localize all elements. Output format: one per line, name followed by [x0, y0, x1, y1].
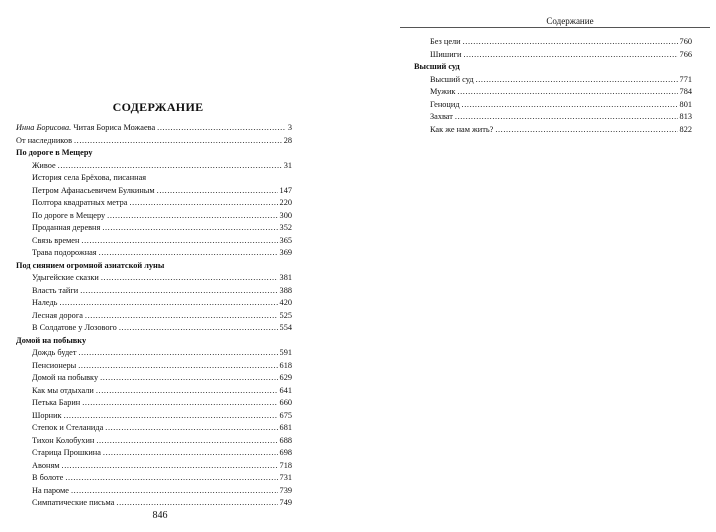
toc-leader-dots [78, 360, 277, 373]
toc-entry [16, 347, 292, 360]
toc-leader-dots [107, 210, 277, 223]
toc-entry-title [32, 222, 100, 235]
toc-heading: СОДЕРЖАНИЕ [112, 100, 204, 114]
toc-entry-title [430, 36, 461, 49]
toc-entry-text: Читая Бориса Можаева [73, 123, 156, 132]
toc-entry-page: 554 [279, 323, 292, 333]
toc-entry-page: 629 [279, 373, 292, 383]
toc-leader-dots [85, 310, 278, 323]
toc-entry-page: 3 [287, 123, 292, 132]
toc-entry-page: 369 [279, 248, 292, 258]
toc-entry-text: Шорник [32, 410, 62, 420]
toc-entry [414, 74, 692, 87]
toc-entry-title [32, 497, 114, 510]
toc-entry-text: Удыгейские сказки [32, 273, 99, 283]
toc-leader-dots [157, 185, 278, 198]
toc-entry [16, 122, 292, 135]
toc-entry [16, 435, 292, 448]
toc-leader-dots [102, 222, 277, 235]
toc-entry-page: 801 [679, 99, 692, 109]
toc-entry-title [32, 322, 117, 335]
toc-entry-title [32, 347, 76, 360]
toc-leader-dots [463, 49, 677, 62]
toc-entry-page: 352 [279, 223, 292, 233]
toc-leader-dots [80, 285, 277, 298]
toc-entry-title [32, 272, 99, 285]
toc-entry [414, 111, 692, 124]
toc-entry-title [32, 360, 76, 373]
toc-entry [414, 49, 692, 62]
toc-entry-text: От наследников [16, 135, 72, 145]
toc-entry-text: Захват [430, 112, 453, 122]
toc-entry-title [32, 485, 69, 498]
running-head: Содержание [546, 16, 594, 26]
toc-leader-dots [129, 197, 277, 210]
toc-entry-title [32, 397, 80, 410]
toc-entry-text: История села Брёхова, писанная [32, 173, 147, 183]
toc-entry-page: 591 [279, 348, 292, 358]
toc-entry-text: Геноцид [430, 99, 460, 109]
toc-section-heading [16, 335, 292, 348]
toc-entry-text: В Солдатове у Лозового [32, 323, 117, 333]
toc-entry-text: Симпатические письма [32, 498, 115, 508]
page-number: 846 [152, 510, 168, 521]
toc-leader-dots [105, 422, 277, 435]
toc-leader-dots [101, 272, 278, 285]
toc-entry-page: 749 [279, 498, 292, 508]
toc-entry-page: 813 [679, 112, 692, 122]
toc-entry-title [32, 385, 94, 398]
toc-entry-title [32, 285, 78, 298]
toc-entry-page: 388 [279, 285, 292, 295]
toc-entry-text: Шишиги [430, 49, 462, 59]
toc-entry-title [414, 61, 460, 74]
toc-entry-page: 766 [679, 49, 692, 59]
toc-entry-text: Мужик [430, 87, 456, 97]
right-page [358, 0, 716, 532]
toc-entry-text: Связь времен [32, 235, 80, 245]
toc-leader-dots [463, 36, 678, 49]
toc-entry-page: 718 [279, 460, 292, 470]
toc-leader-dots [82, 397, 277, 410]
toc-entry-page: 220 [279, 198, 292, 208]
toc-entry-page: 784 [679, 87, 692, 97]
toc-entry-text: Высший суд [430, 74, 474, 84]
toc-entry-text: По дороге в Мещеру [32, 210, 106, 220]
toc-section-heading [414, 61, 692, 74]
toc-entry-page: 771 [679, 74, 692, 84]
toc-entry-text: Степок и Стеланида [32, 423, 104, 433]
toc-entry-page: 147 [279, 185, 292, 195]
toc-leader-dots [96, 435, 277, 448]
toc-entry [16, 285, 292, 298]
toc-entry [414, 99, 692, 112]
toc-leader-dots [103, 447, 278, 460]
toc-entry [16, 422, 292, 435]
toc-leader-dots [59, 297, 277, 310]
toc-entry-title [32, 185, 155, 198]
toc-entry-page: 365 [279, 235, 292, 245]
toc-entry-text: Как же нам жить? [430, 124, 494, 134]
toc-entry-title [32, 235, 79, 248]
toc-entry-text: Лесная дорога [32, 310, 83, 320]
toc-entry-title [32, 297, 57, 310]
toc-entry [16, 297, 292, 310]
toc-leader-dots [455, 111, 678, 124]
toc-leader-dots [64, 410, 278, 423]
toc-entry [16, 160, 292, 173]
toc-entry-text: Старица Прошкина [32, 448, 101, 458]
toc-entry-page: 381 [279, 273, 292, 283]
toc-entry [16, 272, 292, 285]
toc-entry-page: 28 [283, 135, 292, 145]
toc-entry [16, 360, 292, 373]
toc-entry-title [32, 310, 83, 323]
toc-leader-dots [457, 86, 677, 99]
toc-entry [414, 36, 692, 49]
toc-entry-text: Дождь будет [32, 348, 77, 358]
toc-entry-title [430, 74, 474, 87]
toc-entry-page: 31 [283, 160, 292, 170]
toc-entry-text: По дороге в Мещеру [16, 148, 93, 158]
toc-entry-title [32, 372, 98, 385]
toc-entry-page: 641 [279, 385, 292, 395]
toc-entry-title [430, 86, 455, 99]
toc-entry-text: Тихон Колобухин [32, 435, 95, 445]
toc-entry-text: Трава подорожная [32, 248, 97, 258]
toc-entry-text: Под сиянием огромной азиатской луны [16, 260, 165, 270]
toc-leader-dots [495, 124, 677, 137]
toc-entry-page: 760 [679, 37, 692, 46]
toc-entry-text: Домой на побывку [16, 335, 87, 345]
toc-entry [16, 472, 292, 485]
toc-entry [16, 247, 292, 260]
toc-entry-text: На пароме [32, 485, 69, 495]
toc-entry [16, 397, 292, 410]
toc-entry [414, 86, 692, 99]
toc-list-right [414, 36, 692, 136]
toc-entry [16, 410, 292, 423]
toc-entry-title [430, 111, 453, 124]
toc-entry-title [16, 147, 93, 160]
toc-entry-title [32, 247, 97, 260]
toc-entry-title [32, 447, 101, 460]
toc-entry [16, 447, 292, 460]
toc-entry-text: В болоте [32, 473, 64, 483]
toc-entry-title [430, 99, 460, 112]
toc-entry [16, 210, 292, 223]
toc-leader-dots [96, 385, 278, 398]
running-head-rule [400, 27, 710, 28]
toc-entry-text: Петька Барин [32, 398, 81, 408]
toc-entry-text: Проданная деревня [32, 223, 101, 233]
toc-entry-page: 660 [279, 398, 292, 408]
toc-entry-title [32, 422, 103, 435]
toc-entry-title [32, 410, 62, 423]
toc-entry-title [32, 172, 146, 185]
toc-entry-author: Инна Борисова. [16, 123, 72, 132]
toc-entry [16, 135, 292, 148]
toc-leader-dots [476, 74, 678, 87]
toc-section-heading [16, 147, 292, 160]
toc-entry [16, 310, 292, 323]
toc-entry-text: Пенсионеры [32, 360, 77, 370]
toc-list-left [16, 122, 292, 510]
toc-entry-title [32, 160, 56, 173]
toc-leader-dots [58, 160, 282, 173]
toc-entry [16, 322, 292, 335]
toc-entry [16, 185, 292, 198]
toc-entry-title [32, 210, 105, 223]
toc-entry-page: 822 [679, 124, 692, 134]
toc-entry-title [16, 260, 164, 273]
toc-leader-dots [99, 247, 278, 260]
toc-entry-title [16, 135, 72, 148]
toc-entry-title [32, 460, 60, 473]
toc-entry-title [32, 197, 127, 210]
toc-entry-text: Высший суд [414, 62, 460, 72]
toc-leader-dots [157, 122, 286, 135]
toc-entry-text: Петром Афанасьевичем Булкиным [32, 185, 155, 195]
toc-entry-title [16, 335, 86, 348]
toc-entry [414, 124, 692, 137]
toc-entry-text: Как мы отдыхали [32, 385, 94, 395]
toc-leader-dots [119, 322, 278, 335]
toc-entry-page: 525 [279, 310, 292, 320]
toc-entry-text: Живое [32, 160, 56, 170]
toc-entry-title [32, 472, 63, 485]
toc-entry-page: 698 [279, 448, 292, 458]
toc-section-heading [16, 260, 292, 273]
toc-entry [16, 197, 292, 210]
toc-leader-dots [78, 347, 277, 360]
toc-entry-page: 688 [279, 435, 292, 445]
toc-entry [16, 172, 292, 185]
toc-entry [16, 235, 292, 248]
toc-entry-page: 300 [279, 210, 292, 220]
toc-entry-text: Авоням [32, 460, 60, 470]
toc-leader-dots [81, 235, 277, 248]
toc-entry [16, 460, 292, 473]
toc-entry-text: Домой на побывку [32, 373, 99, 383]
toc-leader-dots [65, 472, 277, 485]
toc-leader-dots [74, 135, 282, 148]
toc-entry-text: Без цели [430, 37, 461, 46]
toc-entry-page: 731 [279, 473, 292, 483]
toc-entry-title [430, 49, 461, 62]
toc-entry-text: Власть тайги [32, 285, 79, 295]
toc-entry-title [430, 124, 493, 137]
toc-entry-page: 681 [279, 423, 292, 433]
toc-entry-title [32, 435, 94, 448]
toc-leader-dots [100, 372, 277, 385]
toc-entry [16, 485, 292, 498]
toc-entry [16, 497, 292, 510]
toc-entry-page: 739 [279, 485, 292, 495]
toc-entry-text: Полтора квадратных метра [32, 198, 128, 208]
toc-entry-title [16, 122, 155, 135]
toc-entry [16, 372, 292, 385]
toc-leader-dots [462, 99, 678, 112]
toc-entry-text: Наледь [32, 298, 58, 308]
toc-entry-page: 420 [279, 298, 292, 308]
toc-entry-page: 618 [279, 360, 292, 370]
toc-leader-dots [62, 460, 278, 473]
toc-entry [16, 385, 292, 398]
toc-leader-dots [71, 485, 278, 498]
toc-leader-dots [116, 497, 277, 510]
toc-entry [16, 222, 292, 235]
toc-entry-page: 675 [279, 410, 292, 420]
